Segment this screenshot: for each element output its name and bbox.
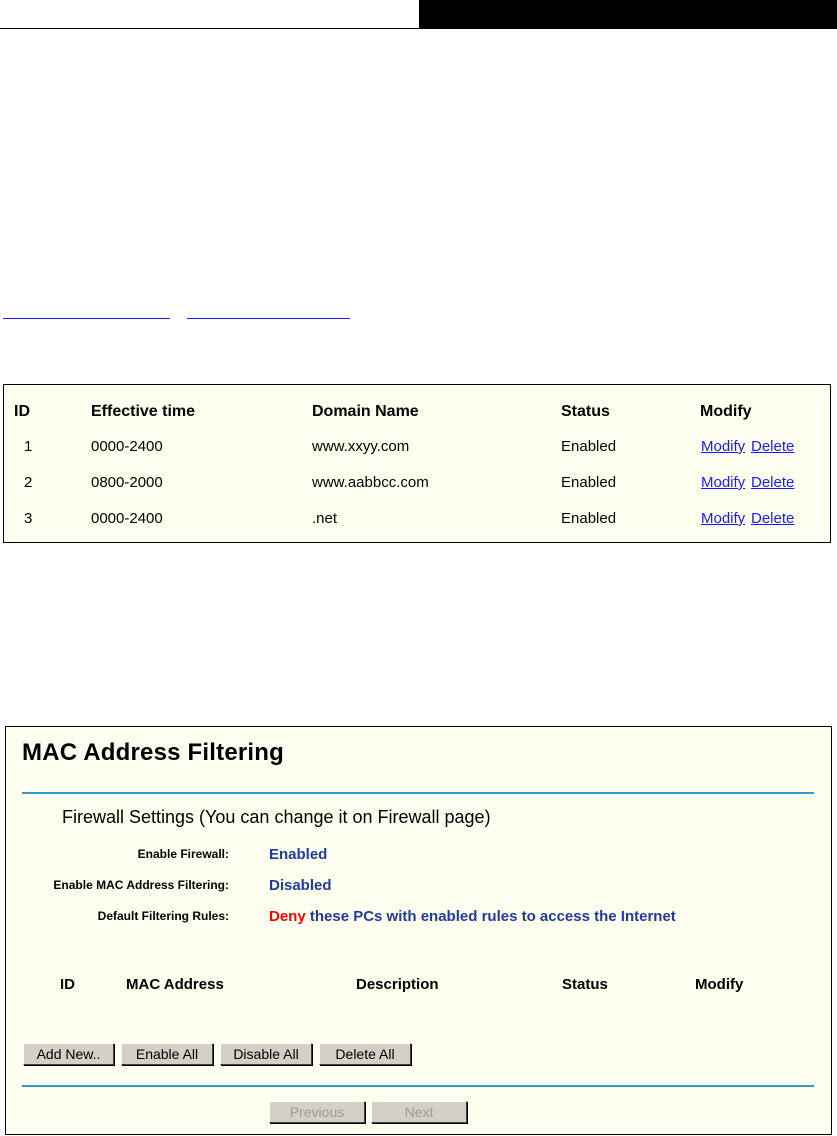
col-header-domain-name: Domain Name (312, 403, 419, 420)
default-filtering-rules-value (269, 908, 676, 925)
header-bar (419, 0, 837, 28)
mac-col-id: ID (60, 976, 75, 993)
header-rule (0, 28, 837, 29)
link-underline-2 (187, 318, 350, 319)
page-title: MAC Address Filtering (22, 739, 285, 766)
next-button[interactable]: Next (371, 1101, 467, 1123)
col-header-effective-time: Effective time (91, 403, 196, 420)
row-2-modify-link[interactable]: Modify (701, 474, 746, 491)
row-2-id: 2 (24, 474, 33, 491)
enable-all-button[interactable]: Enable All (121, 1043, 213, 1065)
row-3-delete-link[interactable]: Delete (751, 510, 795, 527)
mac-col-description: Description (356, 976, 439, 993)
row-2-domain: www.aabbcc.com (312, 474, 429, 491)
bottom-divider (22, 1085, 814, 1087)
delete-all-button[interactable]: Delete All (319, 1043, 411, 1065)
enable-mac-filtering-value: Disabled (269, 877, 332, 894)
default-filtering-rules-label: Default Filtering Rules: (97, 909, 229, 923)
mac-filtering-panel (5, 726, 832, 1135)
firewall-settings-title: Firewall Settings (You can change it on Firewall page) (62, 807, 491, 827)
enable-firewall-value: Enabled (269, 846, 328, 863)
deny-text: Deny (269, 908, 306, 925)
col-header-id: ID (14, 403, 30, 420)
enable-firewall-label: Enable Firewall: (137, 847, 229, 861)
title-divider (22, 792, 814, 794)
row-3-domain: .net (312, 510, 338, 527)
mac-col-modify: Modify (695, 976, 744, 993)
domain-table-panel (3, 384, 831, 543)
col-header-status: Status (561, 403, 610, 420)
row-3-status: Enabled (561, 510, 617, 527)
row-3-modify-link[interactable]: Modify (701, 510, 746, 527)
previous-button[interactable]: Previous (269, 1101, 365, 1123)
enable-mac-filtering-label: Enable MAC Address Filtering: (53, 878, 229, 892)
disable-all-button[interactable]: Disable All (220, 1043, 312, 1065)
row-1-id: 1 (24, 438, 33, 455)
row-3-time: 0000-2400 (91, 510, 163, 527)
row-1-time: 0000-2400 (91, 438, 163, 455)
mac-col-status: Status (562, 976, 608, 993)
row-3-id: 3 (24, 510, 33, 527)
row-1-domain: www.xxyy.com (312, 438, 410, 455)
rules-text: these PCs with enabled rules to access the Internet (305, 908, 676, 925)
col-header-modify: Modify (700, 403, 752, 420)
row-2-delete-link[interactable]: Delete (751, 474, 795, 491)
link-underline-1 (3, 318, 170, 319)
row-2-status: Enabled (561, 474, 617, 491)
row-1-modify-link[interactable]: Modify (701, 438, 746, 455)
row-1-status: Enabled (561, 438, 617, 455)
row-1-delete-link[interactable]: Delete (751, 438, 795, 455)
add-new-button[interactable]: Add New.. (23, 1043, 114, 1065)
row-2-time: 0800-2000 (91, 474, 163, 491)
mac-col-mac-address: MAC Address (126, 976, 224, 993)
